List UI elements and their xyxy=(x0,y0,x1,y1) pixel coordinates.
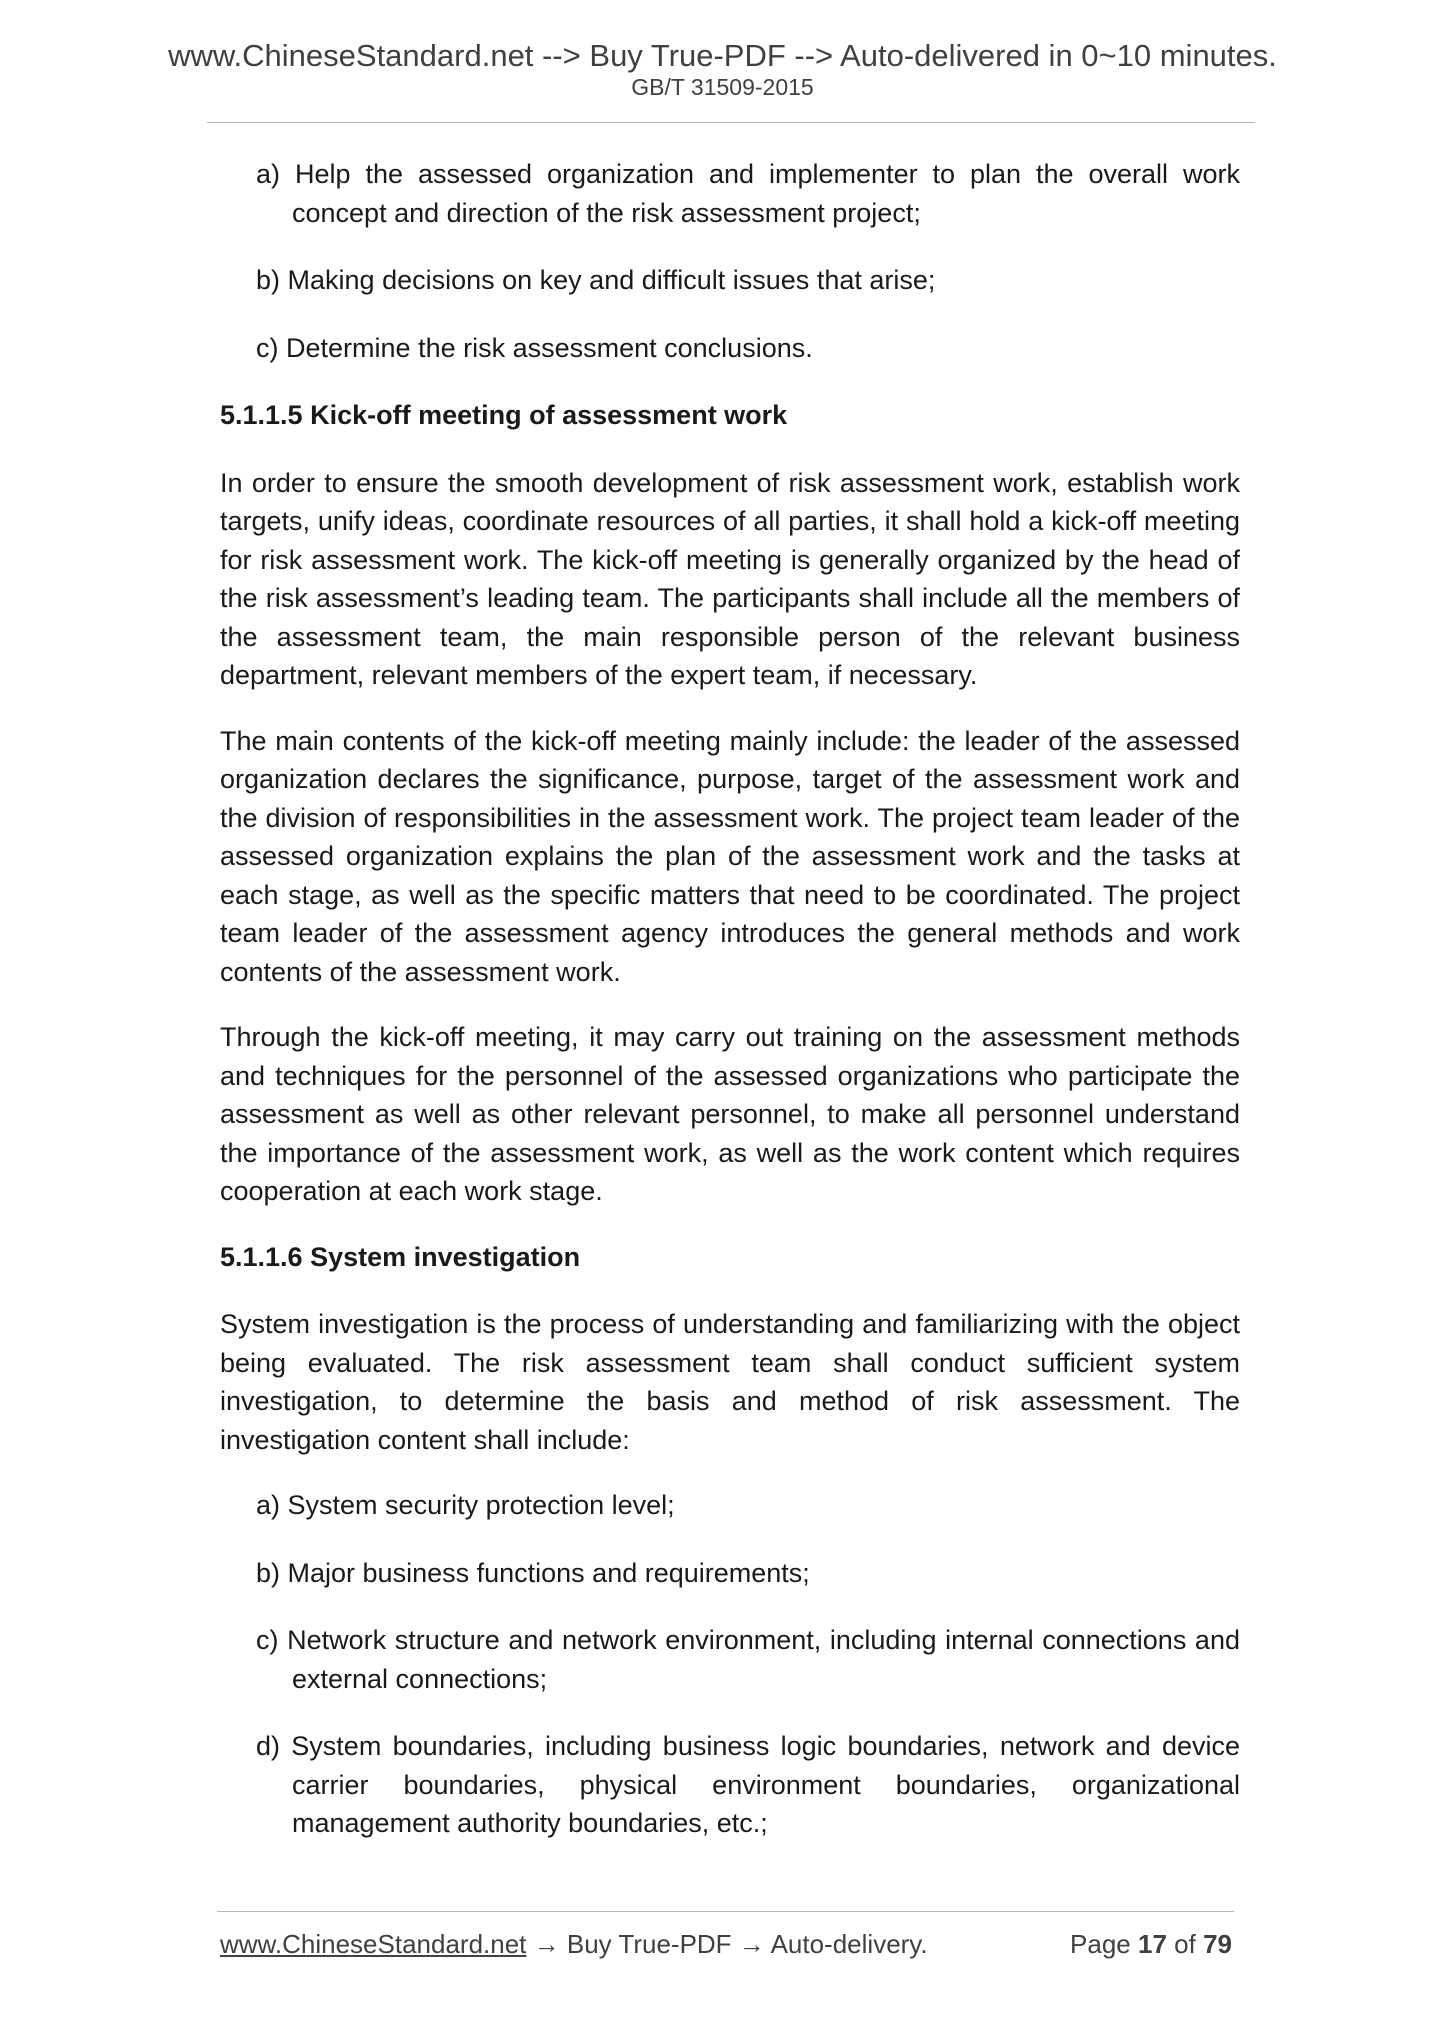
page-indicator: Page 17 of 79 xyxy=(1070,1929,1232,1959)
paragraph: The main contents of the kick-off meeting mainly include: the leader of the assessed organization declares the significance, purpose, target of the assessment work and the division of responsibilities in the assessment work. The project team leader of the assessed organization explains the plan of the assessment work and the tasks at each stage, as well as the specific matters that need to be coordinated. The project team leader of the assessment agency introduces the general methods and work contents of the assessment work. xyxy=(220,725,1240,987)
footer-divider xyxy=(217,1911,1234,1912)
list-item: b) Major business functions and requirements; xyxy=(256,1557,810,1588)
paragraph: Through the kick-off meeting, it may carry out training on the assessment methods and techniques for the personnel of the assessed organizations who participate the assessment as well as other relevant personnel, to make all personnel understand the importance of the assessment work, as well as the work content which requires cooperation at each work stage. xyxy=(220,1022,1240,1206)
list-item: d) System boundaries, including business logic boundaries, network and device carrier boundaries, physical environment boundaries, organizational management authority boundaries, etc.; xyxy=(256,1731,1240,1838)
list-item: a) Help the assessed organization and implementer to plan the overall work concept and direction of the risk assessment project; xyxy=(256,159,1240,228)
site-banner: www.ChineseStandard.net --> Buy True-PDF --> Auto-delivered in 0~10 minutes. xyxy=(168,38,1277,73)
list-item: c) Determine the risk assessment conclusions. xyxy=(256,332,813,363)
total-pages: 79 xyxy=(1203,1929,1232,1959)
list-item: b) Making decisions on key and difficult issues that arise; xyxy=(256,265,936,295)
current-page-number: 17 xyxy=(1138,1929,1167,1959)
section-heading-5-1-1-6: 5.1.1.6 System investigation xyxy=(220,1241,581,1272)
header-divider xyxy=(207,122,1255,123)
footer-site-link[interactable]: www.ChineseStandard.net xyxy=(220,1929,527,1959)
page-content xyxy=(220,155,1240,1843)
list-item: a) System security protection level; xyxy=(256,1490,675,1520)
standard-code: GB/T 31509-2015 xyxy=(631,74,814,100)
page-footer xyxy=(220,1926,1232,1962)
section-heading-5-1-1-5: 5.1.1.5 Kick-off meeting of assessment work xyxy=(220,400,788,430)
paragraph: System investigation is the process of understanding and familiarizing with the object being evaluated. The risk assessment team shall conduct sufficient system investigation, to determine the basis and method of risk assessment. The investigation content shall include: xyxy=(220,1309,1240,1455)
list-item: c) Network structure and network environment, including internal connections and external connections; xyxy=(256,1625,1240,1694)
footer-tagline: → Buy True-PDF → Auto-delivery. xyxy=(526,1929,928,1959)
paragraph: In order to ensure the smooth development of risk assessment work, establish work targets, unify ideas, coordinate resources of all parties, it shall hold a kick-off meeting for risk assessment work. The kick-off meeting is generally organized by the head of the risk assessment’s leading team. The participants shall include all the members of the assessment team, the main responsible person of the relevant business department, relevant members of the expert team, if necessary. xyxy=(220,467,1240,690)
